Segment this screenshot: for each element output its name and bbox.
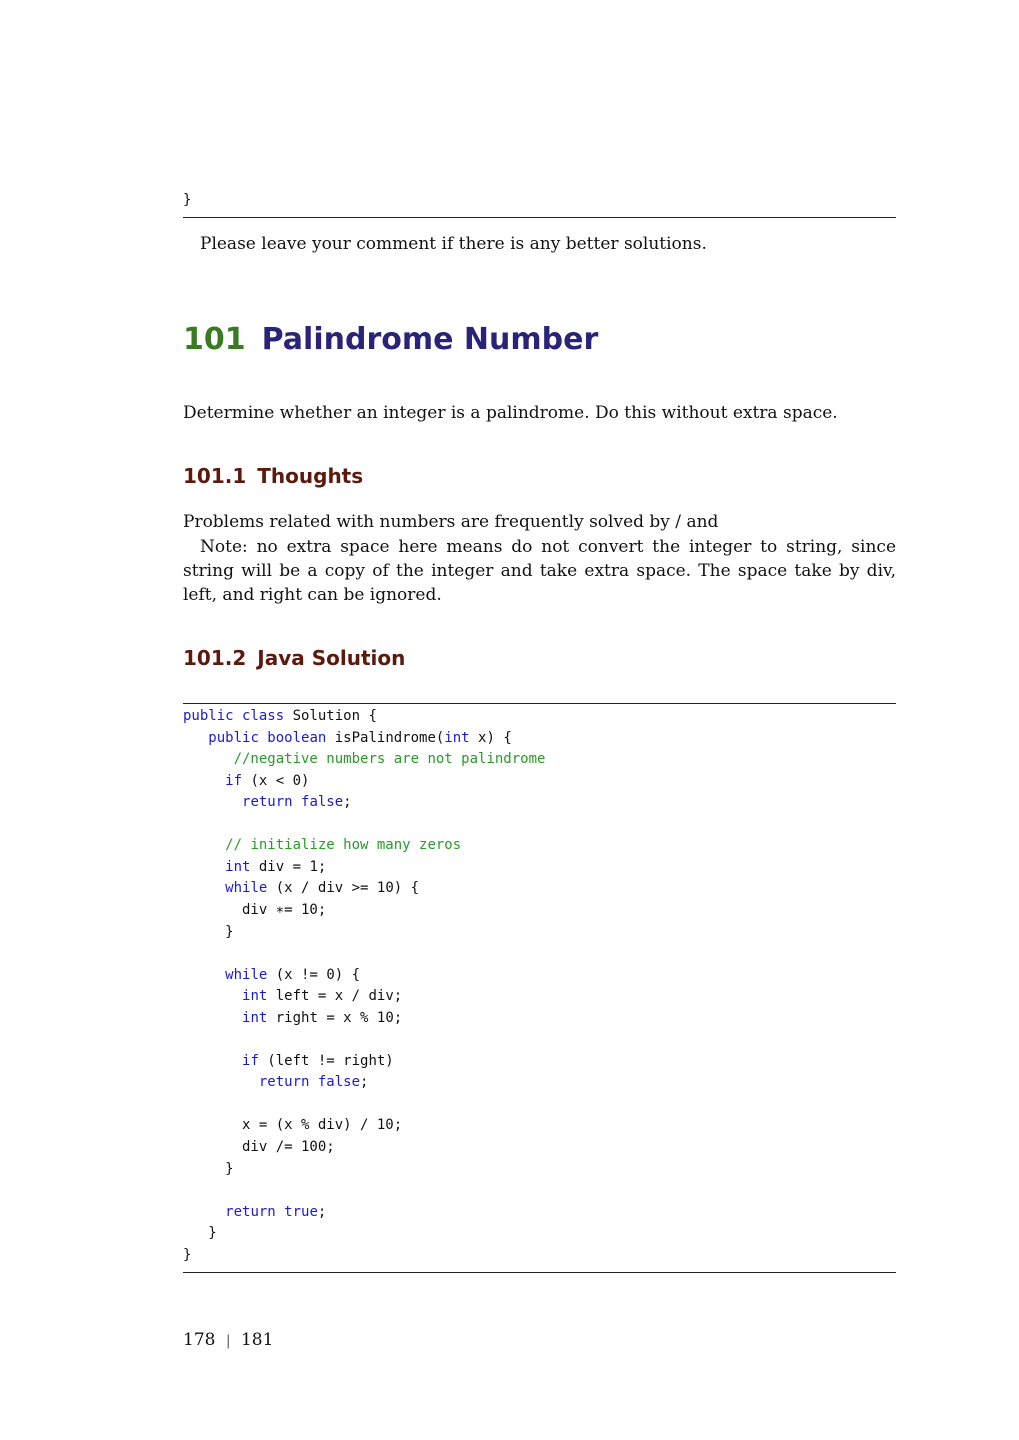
- code-text: (x / div >= 10) {: [267, 880, 420, 897]
- code-line: [183, 749, 545, 770]
- code-text: ;: [360, 1074, 369, 1091]
- code-keyword: public class: [183, 708, 285, 724]
- code-line: [183, 1008, 402, 1029]
- code-text: [183, 967, 225, 983]
- code-text: div = 1;: [250, 858, 327, 875]
- code-line: [183, 728, 512, 749]
- code-line: [183, 986, 402, 1007]
- code-text: Solution {: [284, 708, 377, 724]
- code-line: [183, 706, 377, 727]
- thoughts-line: Problems related with numbers are frequently solved by / and: [183, 512, 719, 532]
- section-title: Java Solution: [257, 646, 406, 670]
- code-keyword: public boolean: [208, 729, 327, 746]
- section-title: Thoughts: [257, 464, 364, 488]
- code-text: }: [183, 1160, 234, 1177]
- code-keyword: return false: [258, 1074, 361, 1091]
- code-text: [183, 794, 242, 810]
- problem-statement: Determine whether an integer is a palindrome. Do this without extra space.: [183, 403, 838, 423]
- code-text: [183, 730, 208, 746]
- code-line: [183, 1159, 234, 1180]
- code-text: [183, 751, 234, 767]
- code-text: [183, 859, 225, 875]
- comment-invitation: Please leave your comment if there is any better solutions.: [200, 234, 707, 254]
- code-line: [183, 922, 234, 943]
- code-text: (x < 0): [242, 772, 310, 789]
- code-keyword: int: [242, 1009, 268, 1026]
- code-text: div ∗= 10;: [183, 901, 327, 918]
- chapter-heading: [183, 322, 598, 357]
- previous-code-closing-brace: }: [183, 192, 192, 208]
- code-text: x) {: [469, 729, 512, 746]
- code-line: [183, 835, 461, 856]
- code-line: [183, 771, 309, 792]
- code-text: (left != right): [258, 1052, 394, 1069]
- code-keyword: return true: [225, 1203, 318, 1220]
- code-text: isPalindrome(: [326, 729, 445, 746]
- code-line: [183, 1245, 191, 1266]
- code-top-rule: [183, 703, 896, 704]
- page-footer: [183, 1330, 273, 1350]
- code-text: }: [183, 923, 234, 940]
- code-text: ;: [343, 794, 352, 811]
- code-line: [183, 1072, 368, 1093]
- code-keyword: if: [242, 1052, 259, 1069]
- code-keyword: while: [225, 880, 268, 897]
- code-line: [183, 1137, 335, 1158]
- code-text: [183, 988, 242, 1004]
- section-heading-java-solution: [183, 646, 405, 670]
- code-text: }: [183, 1225, 217, 1242]
- code-text: [183, 880, 225, 896]
- section-number: 101.2: [183, 646, 247, 670]
- code-text: right = x % 10;: [267, 1009, 403, 1026]
- code-text: div /= 100;: [183, 1139, 335, 1155]
- chapter-number: 101: [183, 322, 246, 357]
- code-text: x = (x % div) / 10;: [183, 1117, 403, 1134]
- code-keyword: return false: [242, 794, 344, 811]
- code-text: [183, 1053, 242, 1069]
- code-line: [183, 1051, 394, 1072]
- code-line: [183, 792, 352, 813]
- code-line: [183, 878, 419, 899]
- page-number: 178: [183, 1330, 216, 1350]
- code-keyword: int: [242, 988, 268, 1005]
- code-comment: //negative numbers are not palindrome: [233, 751, 546, 768]
- code-line: [183, 1202, 326, 1223]
- code-comment: // initialize how many zeros: [225, 837, 462, 854]
- section-number: 101.1: [183, 464, 247, 488]
- code-line: [183, 1223, 217, 1244]
- code-line: [183, 900, 326, 921]
- code-text: ;: [317, 1203, 327, 1220]
- page-total: 181: [240, 1330, 274, 1350]
- page-separator: |: [225, 1333, 231, 1349]
- code-text: }: [183, 1246, 192, 1263]
- previous-code-bottom-rule: [183, 217, 896, 218]
- code-bottom-rule: [183, 1272, 896, 1273]
- code-text: [183, 1074, 259, 1090]
- code-line: [183, 1115, 402, 1136]
- thoughts-note: Note: no extra space here means do not convert the integer to string, since string will be a copy of the integer and take extra space. The space take by div, left, and right can be ignored.: [183, 537, 896, 605]
- section-heading-thoughts: [183, 464, 363, 488]
- code-keyword: while: [225, 966, 268, 983]
- code-text: [183, 1010, 242, 1026]
- code-keyword: if: [225, 772, 243, 789]
- code-keyword: int: [225, 858, 251, 875]
- code-line: [183, 857, 326, 878]
- code-line: [183, 965, 360, 986]
- code-keyword: int: [444, 729, 470, 746]
- code-text: (x != 0) {: [267, 966, 361, 983]
- code-text: [183, 837, 225, 853]
- code-text: left = x / div;: [267, 988, 403, 1005]
- code-text: [183, 773, 225, 789]
- chapter-title: Palindrome Number: [261, 322, 599, 357]
- code-text: [183, 1204, 225, 1220]
